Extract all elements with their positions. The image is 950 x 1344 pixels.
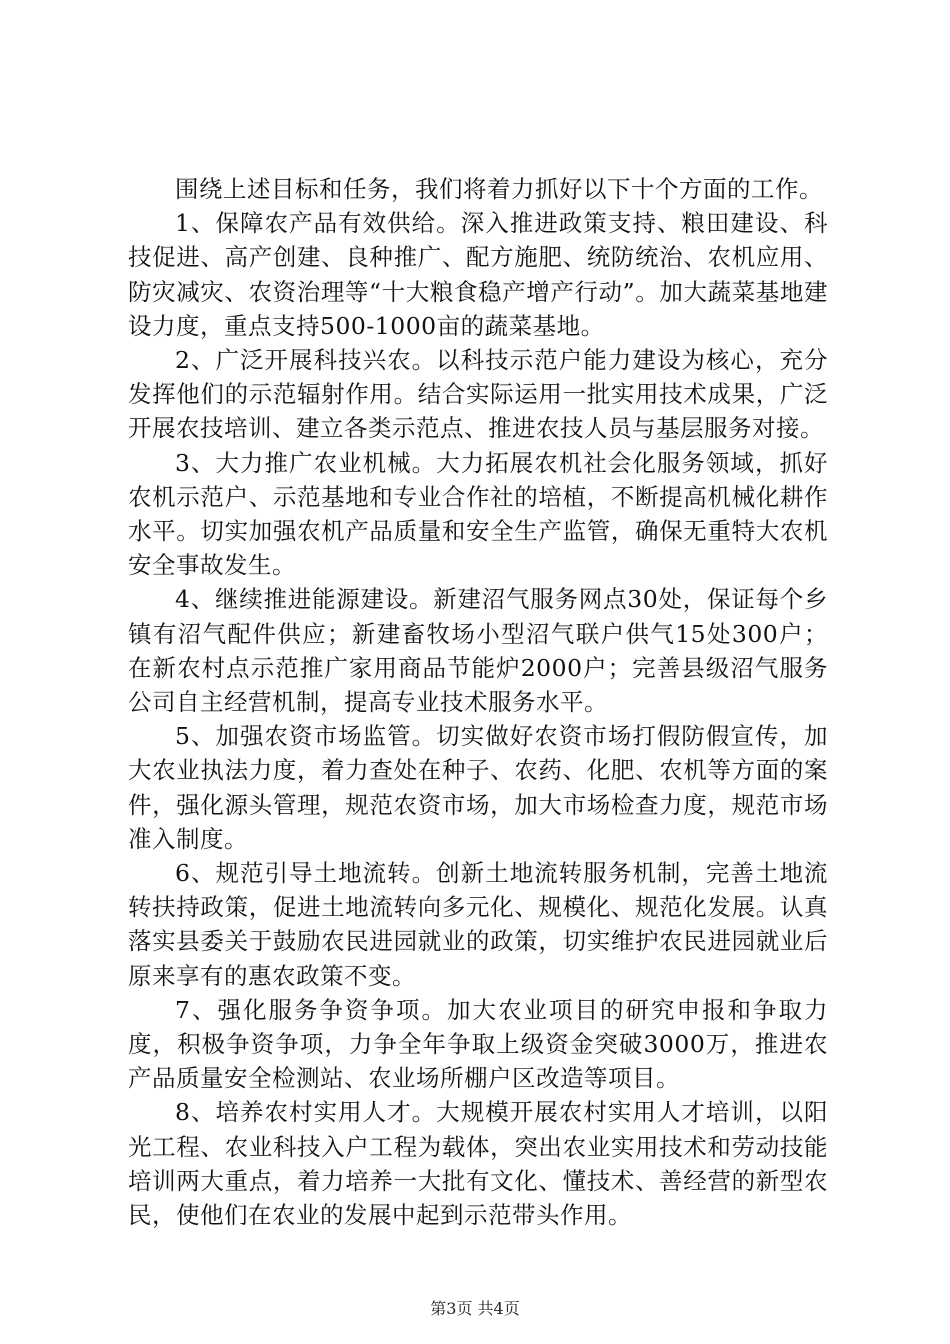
paragraph-item-8: 8、培养农村实用人才。大规模开展农村实用人才培训，以阳光工程、农业科技入户工程为载体，突出农业实用技术和劳动技能培训两大重点，着力培养一大批有文化、懂技术、善经营的新型农民，使他们在农业的发展中起到示范带头作用。 <box>128 1098 828 1230</box>
paragraph-item-6: 6、规范引导土地流转。创新土地流转服务机制，完善土地流转扶持政策，促进土地流转向多元化、规模化、规范化发展。认真落实县委关于鼓励农民进园就业的政策，切实维护农民进园就业后原来享有的惠农政策不变。 <box>128 859 828 990</box>
paragraph-item-1: 1、保障农产品有效供给。深入推进政策支持、粮田建设、科技促进、高产创建、良种推广、配方施肥、统防统治、农机应用、防灾减灾、农资治理等“十大粮食稳产增产行动”。加大蔬菜基地建设力度，重点支持500-1000亩的蔬菜基地。 <box>128 209 828 340</box>
paragraph-item-5: 5、加强农资市场监管。切实做好农资市场打假防假宣传，加大农业执法力度，着力查处在种子、农药、化肥、农机等方面的案件，强化源头管理，规范农资市场，加大市场检查力度，规范市场准入制度。 <box>128 722 828 853</box>
paragraph-item-7: 7、强化服务争资争项。加大农业项目的研究申报和争取力度，积极争资争项，力争全年争取上级资金突破3000万，推进农产品质量安全检测站、农业场所棚户区改造等项目。 <box>128 995 828 1093</box>
paragraph-item-3: 3、大力推广农业机械。大力拓展农机社会化服务领域，抓好农机示范户、示范基地和专业合作社的培植，不断提高机械化耕作水平。切实加强农机产品质量和安全生产监管，确保无重特大农机安全事故发生。 <box>128 448 828 580</box>
paragraph-intro: 围绕上述目标和任务，我们将着力抓好以下十个方面的工作。 <box>175 175 823 203</box>
paragraph-item-4: 4、继续推进能源建设。新建沼气服务网点30处，保证每个乡镇有沼气配件供应；新建畜牧场小型沼气联户供气15处300户；在新农村点示范推广家用商品节能炉2000户；完善县级沼气服务公司自主经营机制，提高专业技术服务水平。 <box>128 585 828 717</box>
page-footer: 第3页 共4页 <box>430 1299 520 1318</box>
document-body <box>128 172 828 1232</box>
paragraph-item-2: 2、广泛开展科技兴农。以科技示范户能力建设为核心，充分发挥他们的示范辐射作用。结合实际运用一批实用技术成果，广泛开展农技培训、建立各类示范点、推进农技人员与基层服务对接。 <box>128 346 828 443</box>
